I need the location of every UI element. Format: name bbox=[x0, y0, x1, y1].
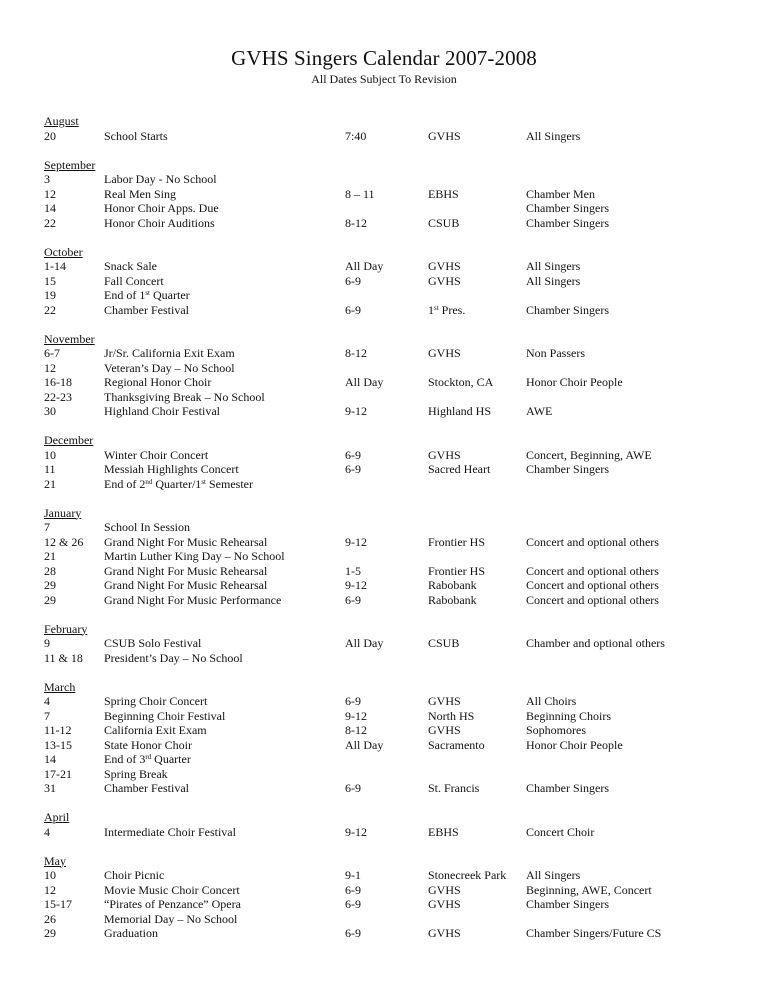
event-row bbox=[44, 549, 744, 564]
event-date: 15 bbox=[44, 273, 56, 288]
event-location: GVHS bbox=[428, 346, 461, 360]
event-row bbox=[44, 462, 744, 477]
event-date: 7 bbox=[44, 708, 50, 723]
event-row bbox=[44, 912, 744, 927]
event-location: North HS bbox=[428, 708, 475, 723]
event-location: CSUB bbox=[428, 636, 460, 650]
event-row bbox=[44, 651, 744, 666]
month-heading: August bbox=[44, 114, 79, 128]
event-time: 6-9 bbox=[345, 462, 361, 476]
event-name: Veteran’s Day – No School bbox=[104, 360, 235, 375]
event-date: 1-14 bbox=[44, 259, 66, 273]
month-october bbox=[44, 245, 744, 318]
event-group: All Choirs bbox=[526, 694, 577, 708]
event-name: Highland Choir Festival bbox=[104, 404, 220, 418]
event-time: All Day bbox=[345, 636, 384, 650]
month-heading: February bbox=[44, 621, 88, 636]
event-row bbox=[44, 564, 744, 579]
event-time: 9-12 bbox=[345, 404, 367, 418]
event-name: Beginning Choir Festival bbox=[104, 708, 226, 723]
event-location: Sacramento bbox=[428, 737, 485, 752]
event-time: 9-12 bbox=[345, 534, 367, 549]
event-group: Honor Choir People bbox=[526, 375, 623, 389]
event-date: 14 bbox=[44, 752, 56, 766]
event-date: 31 bbox=[44, 781, 56, 795]
event-location: EBHS bbox=[428, 186, 459, 201]
event-group: Honor Choir People bbox=[526, 737, 623, 752]
event-date: 22 bbox=[44, 215, 56, 230]
event-name: Chamber Festival bbox=[104, 781, 189, 795]
event-name: State Honor Choir bbox=[104, 737, 192, 752]
event-row bbox=[44, 709, 744, 724]
event-row bbox=[44, 201, 744, 216]
event-row bbox=[44, 752, 744, 767]
event-location: GVHS bbox=[428, 926, 461, 940]
month-september bbox=[44, 158, 744, 231]
month-heading: October bbox=[44, 244, 83, 259]
event-row bbox=[44, 477, 744, 492]
event-name: Labor Day - No School bbox=[104, 172, 217, 186]
event-group: All Singers bbox=[526, 273, 581, 288]
event-date: 29 bbox=[44, 592, 56, 607]
month-january bbox=[44, 506, 744, 608]
event-group: Beginning, AWE, Concert bbox=[526, 882, 652, 897]
event-location: GVHS bbox=[428, 694, 461, 708]
event-row bbox=[44, 216, 744, 231]
event-row bbox=[44, 375, 744, 390]
event-name: Choir Picnic bbox=[104, 868, 165, 882]
month-march bbox=[44, 680, 744, 796]
event-name: Graduation bbox=[104, 926, 158, 940]
event-name: Grand Night For Music Rehearsal bbox=[104, 534, 268, 549]
event-time: 8-12 bbox=[345, 215, 367, 230]
event-name: Snack Sale bbox=[104, 259, 157, 273]
event-row bbox=[44, 868, 744, 883]
event-group: Chamber Men bbox=[526, 186, 595, 201]
event-date: 15-17 bbox=[44, 897, 72, 911]
event-name: End of 1st Quarter bbox=[104, 288, 190, 302]
event-row bbox=[44, 825, 744, 840]
event-location: Rabobank bbox=[428, 578, 477, 592]
event-date: 29 bbox=[44, 926, 56, 940]
event-name: Grand Night For Music Rehearsal bbox=[104, 578, 268, 592]
event-name: Spring Choir Concert bbox=[104, 694, 208, 708]
event-time: 9-12 bbox=[345, 824, 367, 839]
event-date: 21 bbox=[44, 476, 56, 491]
event-name: Honor Choir Auditions bbox=[104, 215, 215, 230]
event-date: 14 bbox=[44, 201, 56, 215]
month-may bbox=[44, 854, 744, 941]
event-name: Grand Night For Music Performance bbox=[104, 592, 282, 607]
event-group: Chamber Singers bbox=[526, 201, 609, 215]
event-date: 6-7 bbox=[44, 346, 60, 360]
event-time: 6-9 bbox=[345, 694, 361, 708]
event-row bbox=[44, 274, 744, 289]
event-location: Frontier HS bbox=[428, 534, 485, 549]
event-row bbox=[44, 767, 744, 782]
month-april bbox=[44, 810, 744, 839]
event-group: Non Passers bbox=[526, 346, 585, 360]
event-date: 17-21 bbox=[44, 766, 72, 781]
event-name: California Exit Exam bbox=[104, 723, 207, 737]
event-group: All Singers bbox=[526, 128, 581, 143]
event-row bbox=[44, 288, 744, 303]
event-time: 6-9 bbox=[345, 882, 361, 897]
event-group: Chamber Singers/Future CS bbox=[526, 926, 662, 940]
event-time: 6-9 bbox=[345, 926, 361, 940]
event-date: 29 bbox=[44, 578, 56, 592]
event-group: All Singers bbox=[526, 868, 581, 882]
event-row bbox=[44, 781, 744, 796]
event-time: 6-9 bbox=[345, 302, 361, 317]
event-name: Fall Concert bbox=[104, 273, 164, 288]
event-location: Stockton, CA bbox=[428, 375, 494, 389]
event-time: All Day bbox=[345, 375, 384, 389]
event-location: GVHS bbox=[428, 897, 461, 911]
event-location: St. Francis bbox=[428, 781, 480, 795]
event-location: Highland HS bbox=[428, 404, 491, 418]
event-date: 26 bbox=[44, 911, 56, 926]
event-time: 6-9 bbox=[345, 592, 361, 607]
event-date: 4 bbox=[44, 694, 50, 708]
event-group: Concert, Beginning, AWE bbox=[526, 447, 652, 462]
event-date: 12 bbox=[44, 882, 56, 897]
event-time: All Day bbox=[345, 737, 384, 752]
event-location: GVHS bbox=[428, 128, 461, 143]
month-heading: November bbox=[44, 331, 95, 346]
calendar bbox=[44, 114, 744, 955]
event-group: Concert and optional others bbox=[526, 578, 659, 592]
month-december bbox=[44, 433, 744, 491]
event-time: 8-12 bbox=[345, 346, 367, 360]
event-group: Chamber Singers bbox=[526, 897, 609, 911]
event-location: GVHS bbox=[428, 723, 461, 737]
event-date: 11 & 18 bbox=[44, 650, 83, 665]
event-name: President’s Day – No School bbox=[104, 650, 243, 665]
event-date: 28 bbox=[44, 563, 56, 578]
event-time: 6-9 bbox=[345, 447, 361, 462]
event-time: 8 – 11 bbox=[345, 186, 375, 201]
event-group: Concert and optional others bbox=[526, 592, 659, 607]
event-time: 8-12 bbox=[345, 723, 367, 737]
event-row bbox=[44, 259, 744, 274]
event-date: 20 bbox=[44, 128, 56, 143]
event-time: 9-1 bbox=[345, 868, 361, 882]
event-location: Stonecreek Park bbox=[428, 868, 507, 882]
event-group: Chamber Singers bbox=[526, 302, 609, 317]
event-row bbox=[44, 404, 744, 419]
event-date: 30 bbox=[44, 404, 56, 418]
event-location: GVHS bbox=[428, 259, 461, 273]
event-location: GVHS bbox=[428, 273, 461, 288]
event-name: Memorial Day – No School bbox=[104, 911, 238, 926]
month-heading: March bbox=[44, 679, 76, 694]
month-november bbox=[44, 332, 744, 419]
event-date: 21 bbox=[44, 549, 56, 563]
event-location: CSUB bbox=[428, 215, 460, 230]
event-group: Sophomores bbox=[526, 723, 586, 737]
month-heading: January bbox=[44, 505, 82, 520]
event-date: 4 bbox=[44, 824, 50, 839]
event-location: GVHS bbox=[428, 882, 461, 897]
event-name: Martin Luther King Day – No School bbox=[104, 549, 285, 563]
event-group: Chamber Singers bbox=[526, 781, 609, 795]
event-name: CSUB Solo Festival bbox=[104, 636, 202, 650]
event-name: School In Session bbox=[104, 520, 191, 534]
event-name: Thanksgiving Break – No School bbox=[104, 389, 265, 404]
event-date: 12 bbox=[44, 186, 56, 201]
event-group: Concert and optional others bbox=[526, 563, 659, 578]
event-group: Concert and optional others bbox=[526, 534, 659, 549]
event-row bbox=[44, 738, 744, 753]
event-name: School Starts bbox=[104, 128, 168, 143]
event-name: Movie Music Choir Concert bbox=[104, 882, 240, 897]
month-heading: September bbox=[44, 157, 96, 172]
event-group: Chamber and optional others bbox=[526, 636, 665, 650]
event-row bbox=[44, 926, 744, 941]
event-row bbox=[44, 535, 744, 550]
event-time: 9-12 bbox=[345, 578, 367, 592]
event-location: Sacred Heart bbox=[428, 462, 491, 476]
event-time: 6-9 bbox=[345, 273, 361, 288]
event-group: All Singers bbox=[526, 259, 581, 273]
event-date: 12 bbox=[44, 360, 56, 375]
event-name: Intermediate Choir Festival bbox=[104, 824, 236, 839]
event-row bbox=[44, 723, 744, 738]
month-august bbox=[44, 114, 744, 143]
event-location: EBHS bbox=[428, 824, 459, 839]
event-time: 6-9 bbox=[345, 897, 361, 911]
event-location: Frontier HS bbox=[428, 563, 485, 578]
event-time: 1-5 bbox=[345, 563, 361, 578]
month-heading: December bbox=[44, 433, 94, 447]
event-time: 6-9 bbox=[345, 781, 361, 795]
page-title: GVHS Singers Calendar 2007-2008 bbox=[231, 46, 537, 70]
event-date: 16-18 bbox=[44, 375, 72, 389]
event-row bbox=[44, 694, 744, 709]
event-date: 3 bbox=[44, 172, 50, 186]
event-group: AWE bbox=[526, 404, 553, 418]
event-name: Spring Break bbox=[104, 766, 168, 781]
page-subtitle: All Dates Subject To Revision bbox=[311, 72, 457, 86]
event-group: Chamber Singers bbox=[526, 215, 609, 230]
event-name: “Pirates of Penzance” Opera bbox=[104, 897, 241, 911]
event-name: Real Men Sing bbox=[104, 186, 176, 201]
event-location: 1st Pres. bbox=[428, 302, 466, 317]
event-row bbox=[44, 883, 744, 898]
event-row bbox=[44, 448, 744, 463]
event-name: Grand Night For Music Rehearsal bbox=[104, 563, 268, 578]
event-time: 9-12 bbox=[345, 708, 367, 723]
event-time: 7:40 bbox=[345, 128, 367, 143]
event-row bbox=[44, 390, 744, 405]
event-date: 11 bbox=[44, 462, 56, 476]
event-name: Regional Honor Choir bbox=[104, 375, 212, 389]
event-row bbox=[44, 897, 744, 912]
event-row bbox=[44, 361, 744, 376]
event-date: 13-15 bbox=[44, 737, 72, 752]
event-name: Winter Choir Concert bbox=[104, 447, 209, 462]
event-group: Chamber Singers bbox=[526, 462, 609, 476]
event-group: Beginning Choirs bbox=[526, 708, 612, 723]
event-date: 10 bbox=[44, 447, 56, 462]
event-name: Chamber Festival bbox=[104, 302, 189, 317]
event-date: 7 bbox=[44, 520, 50, 534]
event-date: 9 bbox=[44, 636, 50, 650]
event-row bbox=[44, 187, 744, 202]
month-heading: May bbox=[44, 853, 66, 868]
event-row bbox=[44, 636, 744, 651]
event-location: Rabobank bbox=[428, 592, 477, 607]
event-name: End of 3rd Quarter bbox=[104, 752, 191, 766]
event-date: 22-23 bbox=[44, 389, 72, 404]
event-row bbox=[44, 129, 744, 144]
event-date: 12 & 26 bbox=[44, 534, 84, 549]
event-location: GVHS bbox=[428, 447, 461, 462]
event-row bbox=[44, 303, 744, 318]
event-row bbox=[44, 578, 744, 593]
event-date: 22 bbox=[44, 302, 56, 317]
event-name: Messiah Highlights Concert bbox=[104, 462, 239, 476]
event-date: 10 bbox=[44, 868, 56, 882]
event-name: Honor Choir Apps. Due bbox=[104, 201, 219, 215]
month-heading: April bbox=[44, 810, 70, 824]
event-row bbox=[44, 172, 744, 187]
event-name: Jr/Sr. California Exit Exam bbox=[104, 346, 235, 360]
event-row bbox=[44, 346, 744, 361]
event-date: 11-12 bbox=[44, 723, 72, 737]
event-name: End of 2nd Quarter/1st Semester bbox=[104, 476, 253, 491]
event-row bbox=[44, 593, 744, 608]
event-time: All Day bbox=[345, 259, 384, 273]
event-group: Concert Choir bbox=[526, 824, 595, 839]
event-date: 19 bbox=[44, 288, 56, 302]
month-february bbox=[44, 622, 744, 666]
event-row bbox=[44, 520, 744, 535]
